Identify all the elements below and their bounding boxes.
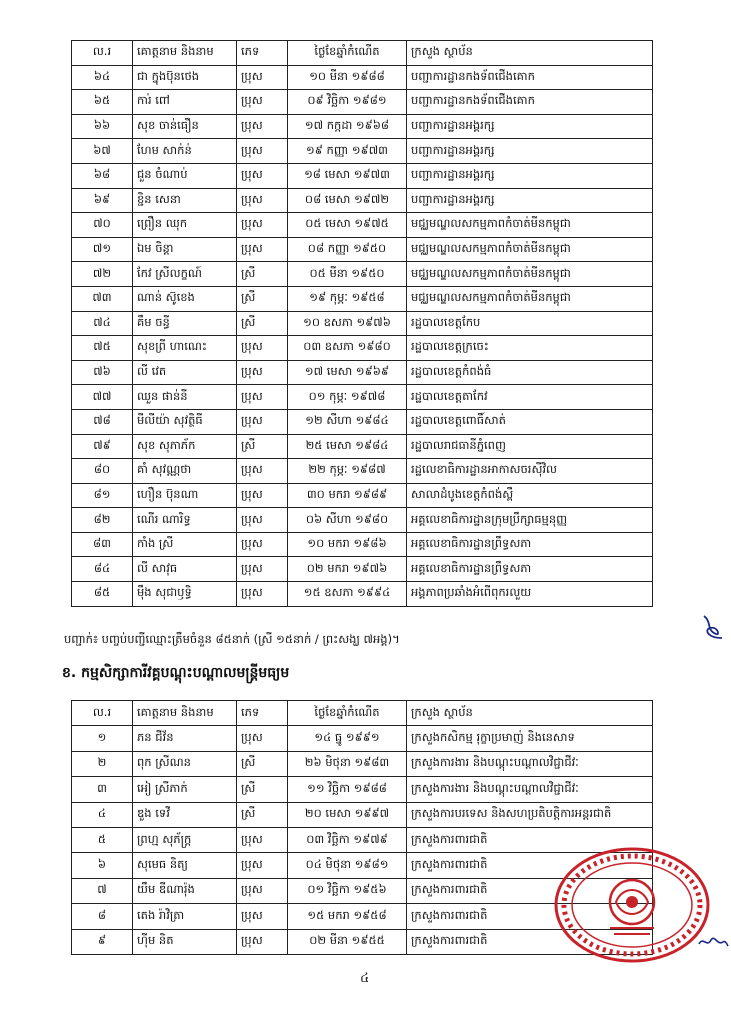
person-name: ការ់ ពៅ (133, 90, 237, 115)
institution: ក្រសួងការពារជាតិ (407, 853, 653, 878)
birth-date: ១០ មករា ១៩៨៦ (288, 532, 407, 557)
table-row (72, 385, 653, 410)
table-row (72, 508, 653, 533)
person-name: មីលីយ៉ា សុវត្ថិធី (133, 409, 237, 434)
sex: ប្រុស (237, 853, 288, 878)
institution: ក្រសួងការពារជាតិ (407, 904, 653, 929)
birth-date: ០៨ កញ្ញា ១៩៥០ (288, 237, 407, 262)
person-name: អៀ ស្រីភាក់ (133, 777, 237, 802)
sex: ប្រុស (237, 726, 288, 751)
col-header-sex: ភេទ (237, 701, 288, 726)
person-name: ណើរ ណារិទ្ធ (133, 508, 237, 533)
person-name: ហឿន ប៊ុនណា (133, 483, 237, 508)
row-number: ៥ (72, 827, 133, 852)
sex: ប្រុស (237, 409, 288, 434)
birth-date: ១៩ កុម្ភៈ ១៩៥៨ (288, 286, 407, 311)
institution: រដ្ឋបាលខេត្តកែប (407, 311, 653, 336)
sex: ប្រុស (237, 213, 288, 238)
birth-date: ១៧ កក្កដា ១៩៦៨ (288, 114, 407, 139)
person-name: ភន ជីវ័ន (133, 726, 237, 751)
table-row (72, 483, 653, 508)
table-row (72, 409, 653, 434)
row-number: ៧២ (72, 262, 133, 287)
signature-mark (698, 612, 726, 642)
table-row (72, 90, 653, 115)
row-number: ៦៧ (72, 139, 133, 164)
birth-date: ០៣ វិច្ឆិកា ១៩៧៩ (288, 827, 407, 852)
row-number: ៤ (72, 802, 133, 827)
row-number: ៧ (72, 878, 133, 903)
birth-date: ០៨ មេសា ១៩៧២ (288, 188, 407, 213)
institution: ក្រសួងការបរទេស និងសហប្រតិបត្តិការអន្តរជាតិ (407, 802, 653, 827)
row-number: ៩ (72, 929, 133, 954)
institution: មជ្ឈមណ្ឌលសកម្មភាពកំចាត់មីនកម្ពុជា (407, 286, 653, 311)
institution: ក្រសួងការពារជាតិ (407, 827, 653, 852)
person-name: ពុក ស្រីណន (133, 751, 237, 776)
row-number: ៧០ (72, 213, 133, 238)
note-text: បញ្ជាក់៖ បញ្ចប់បញ្ជីឈ្មោះត្រឹមចំនួន ៨៥នាក់ (ស្រី ១៥នាក់ / ព្រះសង្ឃ ៧អង្គ)។ (64, 632, 400, 646)
row-number: ៨ (72, 904, 133, 929)
birth-date: ១១ វិច្ឆិកា ១៩៨៨ (288, 777, 407, 802)
birth-date: ០៥ មីនា ១៩៥០ (288, 262, 407, 287)
table-row (72, 434, 653, 459)
institution: បញ្ជាការដ្ឋានកងទ័ពជើងគោក (407, 65, 653, 90)
row-number: ៦៨ (72, 163, 133, 188)
sex: ប្រុស (237, 114, 288, 139)
table-row (72, 360, 653, 385)
institution: រដ្ឋបាលខេត្តក្រចេះ (407, 336, 653, 361)
person-name: គឹម ចន្ធី (133, 311, 237, 336)
sex: ប្រុស (237, 360, 288, 385)
institution: បញ្ជាការដ្ឋានអង្គរក្ស (407, 163, 653, 188)
row-number: ៦៥ (72, 90, 133, 115)
sex: ស្រី (237, 262, 288, 287)
person-name: កែវ ស្រីលក្ខណ៍ (133, 262, 237, 287)
person-name: យឹម ឌីណារ៉ុង (133, 878, 237, 903)
institution: ក្រសួងកសិកម្ម រុក្ខាប្រមាញ់ និងនេសាទ (407, 726, 653, 751)
sex: ប្រុស (237, 459, 288, 484)
sex: ស្រី (237, 286, 288, 311)
col-header-sex: ភេទ (237, 41, 288, 66)
sex: ប្រុស (237, 483, 288, 508)
row-number: ២ (72, 751, 133, 776)
birth-date: ០៣ ឧសភា ១៩៨០ (288, 336, 407, 361)
table-row (72, 557, 653, 582)
sex: ប្រុស (237, 557, 288, 582)
table-header-row (72, 41, 653, 66)
table-row (72, 163, 653, 188)
row-number: ៧៩ (72, 434, 133, 459)
birth-date: ១៥ ឧសភា ១៩៩៤ (288, 582, 407, 607)
person-name: ហ៊ីម និត (133, 929, 237, 954)
sex: ស្រី (237, 311, 288, 336)
table-row (72, 213, 653, 238)
person-name: គាំ សុវណ្ណថា (133, 459, 237, 484)
institution: បញ្ជាការដ្ឋានកងទ័ពជើងគោក (407, 90, 653, 115)
sex: ប្រុស (237, 139, 288, 164)
row-number: ៧៦ (72, 360, 133, 385)
col-header-dob: ថ្ងៃខែឆ្នាំកំណើត (288, 41, 407, 66)
sex: ប្រុស (237, 90, 288, 115)
institution: ក្រសួងការពារជាតិ (407, 878, 653, 903)
table-row (72, 237, 653, 262)
official-seal (552, 846, 712, 964)
sex: ប្រុស (237, 188, 288, 213)
person-name: ឌួង ទេវី (133, 802, 237, 827)
birth-date: ០១ កុម្ភៈ ១៩៧៨ (288, 385, 407, 410)
sex: ស្រី (237, 777, 288, 802)
institution: អង្គភាពប្រឆាំងអំពើពុករលួយ (407, 582, 653, 607)
row-number: ៧៣ (72, 286, 133, 311)
sex: ប្រុស (237, 904, 288, 929)
row-number: ៨៥ (72, 582, 133, 607)
sex: ស្រី (237, 434, 288, 459)
person-name: ឯម ចិន្តា (133, 237, 237, 262)
table-row (72, 286, 653, 311)
person-name: សុខ សុភាភ័ក (133, 434, 237, 459)
sex: ប្រុស (237, 827, 288, 852)
row-number: ៨០ (72, 459, 133, 484)
birth-date: ១៧ មេសា ១៩៦៩ (288, 360, 407, 385)
institution: ក្រសួងការពារជាតិ (407, 929, 653, 954)
table-row (72, 311, 653, 336)
institution: រដ្ឋបាលខេត្តតាកែវ (407, 385, 653, 410)
sex: ប្រុស (237, 163, 288, 188)
row-number: ៨៣ (72, 532, 133, 557)
birth-date: ១២ សីហា ១៩៨៤ (288, 409, 407, 434)
institution: បញ្ជាការដ្ឋានអង្គរក្ស (407, 139, 653, 164)
table-row (72, 65, 653, 90)
row-number: ៦ (72, 853, 133, 878)
col-header-name: គោត្តនាម និងនាម (133, 41, 237, 66)
person-name: តេង រ៉ាវិត្រា (133, 904, 237, 929)
person-name: សុខព្រី ហាណេះ (133, 336, 237, 361)
person-name: កាំង ស្រី (133, 532, 237, 557)
sex: ប្រុស (237, 65, 288, 90)
birth-date: ០២ មីនា ១៩៥៥ (288, 929, 407, 954)
birth-date: ១៥ មករា ១៩៥៨ (288, 904, 407, 929)
institution: សាលាដំបូងខេត្តកំពង់ស្ពឺ (407, 483, 653, 508)
birth-date: ១៤ ធ្នូ ១៩៩១ (288, 726, 407, 751)
birth-date: ២០ មេសា ១៩៩៧ (288, 802, 407, 827)
table-row (72, 777, 653, 802)
institution: ក្រសួងការងារ និងបណ្តុះបណ្តាលវិជ្ជាជីវៈ (407, 777, 653, 802)
person-name: ជា ក្នុងប៊ុនថេង (133, 65, 237, 90)
person-name: លី វេត (133, 360, 237, 385)
person-name: ព្រហ្ម សុភ័ក្ត្រ (133, 827, 237, 852)
person-name: ខ្ជិន សេនា (133, 188, 237, 213)
person-name: ម៉ឹង សុជាឫទ្ធិ (133, 582, 237, 607)
section-heading: ខ. កម្មសិក្សាការីវគ្គបណ្តុះបណ្តាលមន្ត្រីមធ្យម (62, 665, 290, 681)
table-row (72, 582, 653, 607)
institution: រដ្ឋបាលខេត្តពោធិ៍សាត់ (407, 409, 653, 434)
col-header-institution: ក្រសួង ស្ថាប័ន (407, 701, 653, 726)
birth-date: ១០ ឧសភា ១៩៧៦ (288, 311, 407, 336)
person-name: ឈួន ផាន់នី (133, 385, 237, 410)
table-row (72, 262, 653, 287)
birth-date: ២៥ មេសា ១៩៨៤ (288, 434, 407, 459)
col-header-dob: ថ្ងៃខែឆ្នាំកំណើត (288, 701, 407, 726)
table-row (72, 459, 653, 484)
col-header-no: ល.រ (72, 41, 133, 66)
person-name: សុមេធ និត្យ (133, 853, 237, 878)
row-number: ៧៥ (72, 336, 133, 361)
sex: ប្រុស (237, 878, 288, 903)
birth-date: ០៩ វិច្ឆិកា ១៩៨១ (288, 90, 407, 115)
row-number: ៧៤ (72, 311, 133, 336)
birth-date: ៣០ មករា ១៩៨៩ (288, 483, 407, 508)
institution: មជ្ឈមណ្ឌលសកម្មភាពកំចាត់មីនកម្ពុជា (407, 237, 653, 262)
institution: បញ្ជាការដ្ឋានអង្គរក្ស (407, 114, 653, 139)
person-name: ហែម សាក់ន់ (133, 139, 237, 164)
row-number: ៣ (72, 777, 133, 802)
birth-date: ១៩ កញ្ញា ១៩៧៣ (288, 139, 407, 164)
institution: រដ្ឋលេខាធិការដ្ឋានអាកាសចរស៊ីវិល (407, 459, 653, 484)
sex: ស្រី (237, 751, 288, 776)
row-number: ៦៦ (72, 114, 133, 139)
page-number: ៤ (360, 971, 370, 986)
col-header-name: គោត្តនាម និងនាម (133, 701, 237, 726)
sex: ស្រី (237, 802, 288, 827)
row-number: ៨៤ (72, 557, 133, 582)
institution: អគ្គលេខាធិការដ្ឋានក្រុមប្រឹក្សាធម្មនុញ្ញ (407, 508, 653, 533)
col-header-no: ល.រ (72, 701, 133, 726)
table-row (72, 188, 653, 213)
table-header-row (72, 701, 653, 726)
table-row (72, 751, 653, 776)
institution: បញ្ជាការដ្ឋានអង្គរក្ស (407, 188, 653, 213)
table-row (72, 802, 653, 827)
birth-date: ០២ មករា ១៩៧៦ (288, 557, 407, 582)
table-row (72, 114, 653, 139)
institution: រដ្ឋបាលខេត្តកំពង់ធំ (407, 360, 653, 385)
row-number: ៦៩ (72, 188, 133, 213)
institution: មជ្ឈមណ្ឌលសកម្មភាពកំចាត់មីនកម្ពុជា (407, 262, 653, 287)
birth-date: ០៥ មេសា ១៩៧៥ (288, 213, 407, 238)
person-name: សុខ ចាន់ធឿន (133, 114, 237, 139)
row-number: ៦៤ (72, 65, 133, 90)
institution: មជ្ឈមណ្ឌលសកម្មភាពកំចាត់មីនកម្ពុជា (407, 213, 653, 238)
person-name: ជួន ចំណាប់ (133, 163, 237, 188)
birth-date: ០៤ មិថុនា ១៩៨១ (288, 853, 407, 878)
sex: ប្រុស (237, 532, 288, 557)
row-number: ១ (72, 726, 133, 751)
birth-date: ០៦ សីហា ១៩៨០ (288, 508, 407, 533)
sex: ប្រុស (237, 508, 288, 533)
row-number: ៧៨ (72, 409, 133, 434)
col-header-institution: ក្រសួង ស្ថាប័ន (407, 41, 653, 66)
institution: អគ្គលេខាធិការដ្ឋានព្រឹទ្ធសភា (407, 532, 653, 557)
birth-date: ១០ មីនា ១៩៨៨ (288, 65, 407, 90)
table-row (72, 139, 653, 164)
person-name: ណាន់ ស៊ូខេង (133, 286, 237, 311)
person-name: លី សាវុធ (133, 557, 237, 582)
sex: ប្រុស (237, 336, 288, 361)
sex: ប្រុស (237, 582, 288, 607)
birth-date: ០១ វិច្ឆិកា ១៩៥៦ (288, 878, 407, 903)
birth-date: ២៦ មិថុនា ១៩៨៣ (288, 751, 407, 776)
institution: ក្រសួងការងារ និងបណ្តុះបណ្តាលវិជ្ជាជីវៈ (407, 751, 653, 776)
birth-date: ១៨ មេសា ១៩៧៣ (288, 163, 407, 188)
row-number: ៨២ (72, 508, 133, 533)
row-number: ៧៧ (72, 385, 133, 410)
institution: អគ្គលេខាធិការដ្ឋានព្រឹទ្ធសភា (407, 557, 653, 582)
sex: ប្រុស (237, 929, 288, 954)
row-number: ៧១ (72, 237, 133, 262)
table-row (72, 532, 653, 557)
row-number: ៨១ (72, 483, 133, 508)
staff-table-1 (71, 40, 653, 607)
person-name: ព្រឿន ឈុក (133, 213, 237, 238)
birth-date: ២២ កុម្ភៈ ១៩៨៧ (288, 459, 407, 484)
sex: ប្រុស (237, 237, 288, 262)
institution: រដ្ឋបាលរាជធានីភ្នំពេញ (407, 434, 653, 459)
sex: ប្រុស (237, 385, 288, 410)
table-row (72, 726, 653, 751)
table-row (72, 336, 653, 361)
